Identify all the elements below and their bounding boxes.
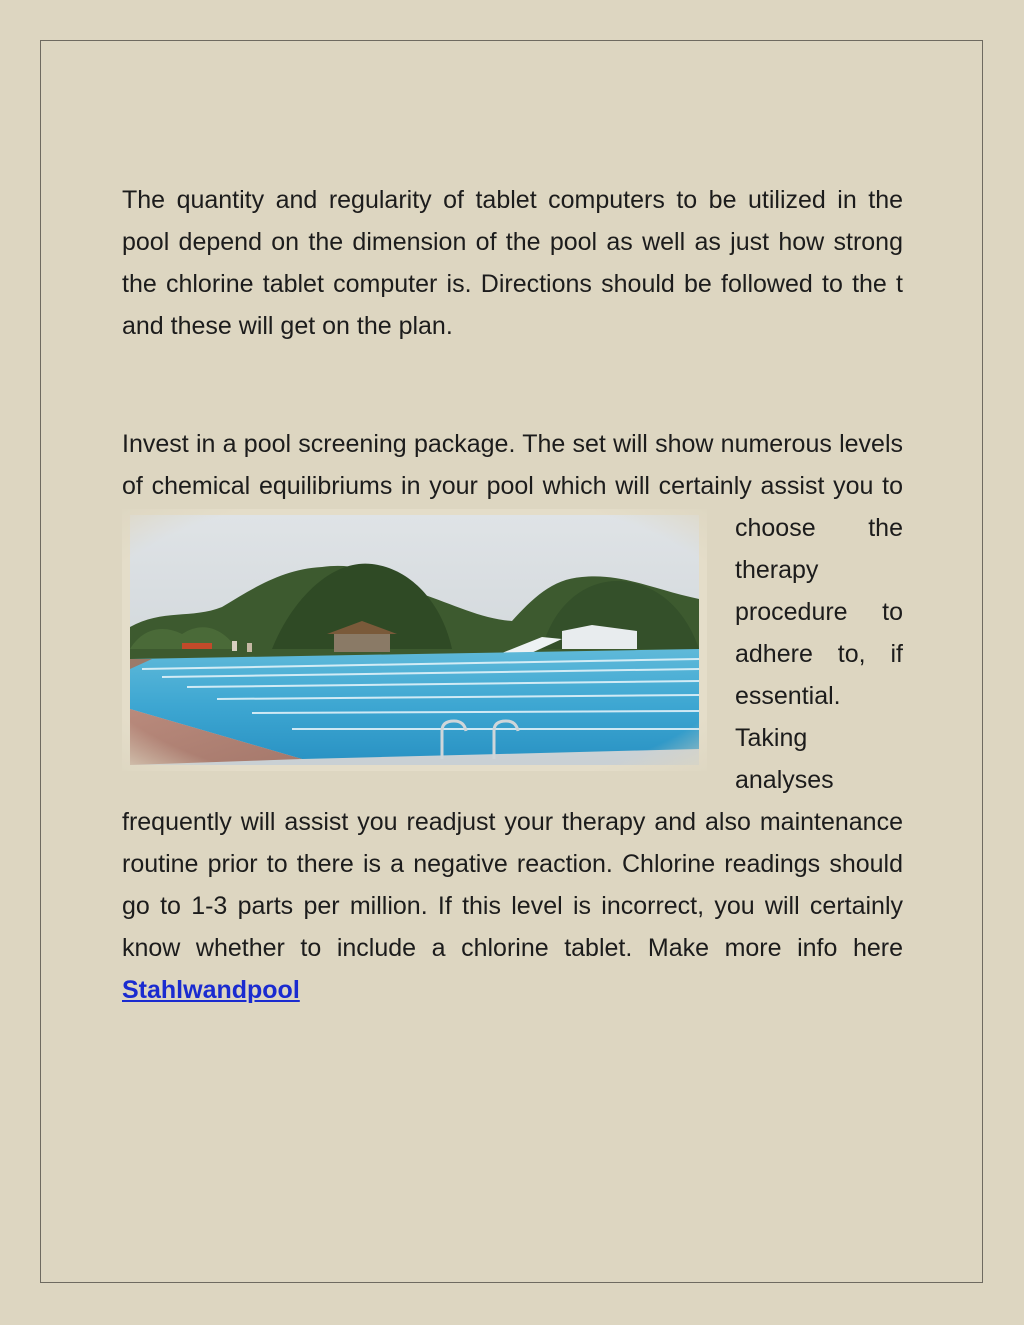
- document-body: [122, 179, 903, 1011]
- paragraph-2-rest: assist you to choose the therapy procedure to adhere to, if essential. Taking analyses frequently will assist you readjust your therapy and also maintenance routine prior to there is a negative reaction. Chlorine readings should go to 1-3 parts per million. If this level is incorrect, you will certainly know whether to include a chlorine tablet. Make more info here: [122, 472, 904, 962]
- paragraph-2-intro: Invest in a pool screening package. The set will show numerous levels of chemical equilibriums in your pool which will certainly: [122, 430, 903, 500]
- paragraph-2: [122, 423, 903, 1011]
- stahlwandpool-link[interactable]: Stahlwandpool: [122, 976, 300, 1004]
- pool-photo: [122, 509, 707, 771]
- pool-photo-graphic: [122, 509, 707, 771]
- paragraph-1: The quantity and regularity of tablet computers to be utilized in the pool depend on the dimension of the pool as well as just how strong the chlorine tablet computer is. Directions should be followed to the t and these will get on the plan.: [122, 186, 903, 340]
- document-page: [40, 40, 983, 1283]
